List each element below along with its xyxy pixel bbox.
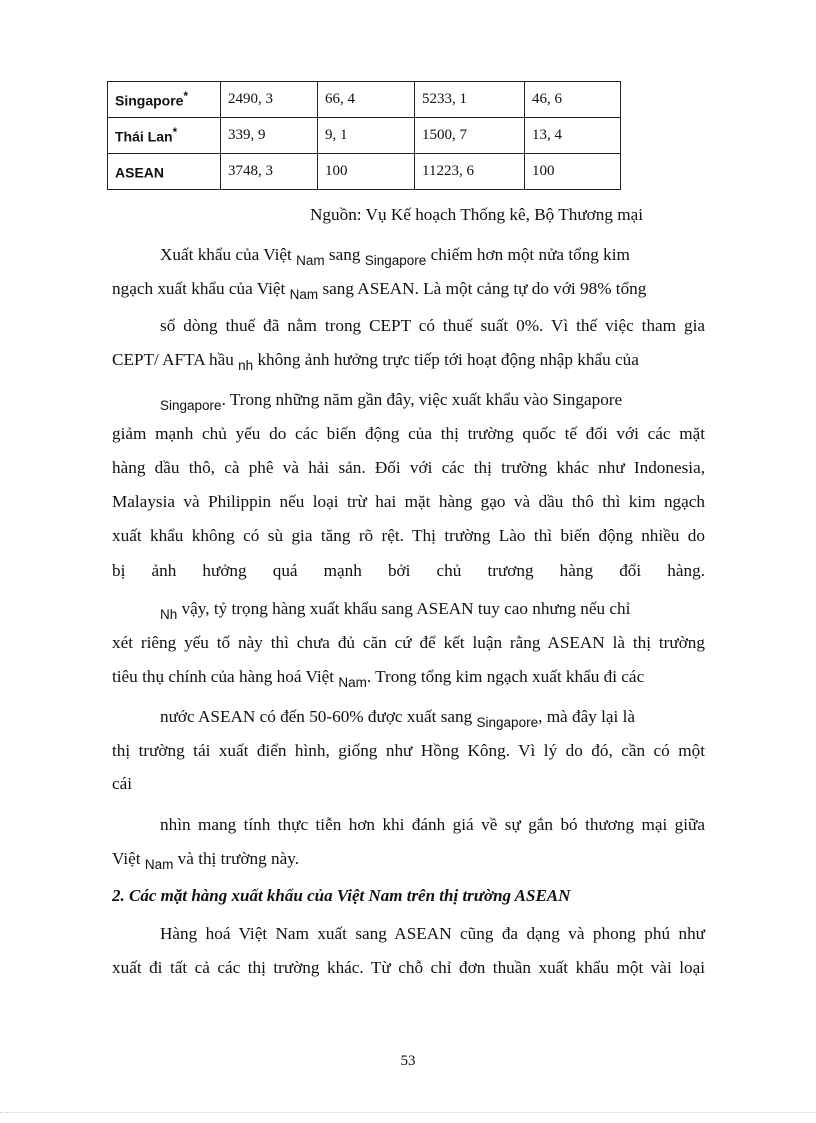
text-run: . Trong những năm gần đây, việc xuất khẩu vào Singapore — [221, 390, 623, 409]
table-cell: 3748, 3 — [221, 154, 318, 190]
text-run: Nh — [160, 607, 178, 622]
table-cell: 9, 1 — [318, 118, 415, 154]
text-run: , mà đây lại là — [538, 707, 635, 726]
table-cell — [108, 82, 221, 118]
table-row — [108, 118, 621, 154]
paragraph-line: bị ảnh hưởng quá mạnh bởi chủ trương hàng đổi hàng. — [112, 561, 705, 580]
table-cell: 5233, 1 — [415, 82, 525, 118]
table-row — [108, 154, 621, 190]
table-cell: 100 — [318, 154, 415, 190]
text-run: Singapore — [476, 715, 539, 730]
table-cell — [108, 154, 221, 190]
table-cell: 339, 9 — [221, 118, 318, 154]
table-cell: 1500, 7 — [415, 118, 525, 154]
table-cell — [108, 118, 221, 154]
paragraph-line — [112, 350, 639, 371]
paragraph-line — [160, 390, 622, 411]
page-number: 53 — [400, 1053, 416, 1069]
text-run: Nam — [289, 287, 319, 302]
text-run: Việt — [112, 849, 145, 868]
paragraph-line: cái — [112, 774, 133, 793]
text-run: sang ASEAN. Là một cảng tự do với 98% tổng — [318, 279, 647, 298]
paragraph-line: xét riêng yếu tố này thì chưa đủ căn cứ để kết luận rằng ASEAN là thị trường — [112, 633, 705, 652]
paragraph-line: Hàng hoá Việt Nam xuất sang ASEAN cũng đa dạng và phong phú như — [160, 924, 705, 943]
text-run: . Trong tổng kim ngạch xuất khẩu đi các — [366, 667, 645, 686]
table-cell: 46, 6 — [525, 82, 621, 118]
country-name: Singapore — [115, 92, 184, 109]
section-heading: 2. Các mặt hàng xuất khẩu của Việt Nam trên thị trường ASEAN — [112, 886, 571, 905]
text-run: không ảnh hưởng trực tiếp tới hoạt động nhập khẩu của — [253, 350, 639, 369]
text-run: Nam — [296, 253, 325, 268]
country-name: Thái Lan — [115, 128, 173, 145]
paragraph-line: Malaysia và Philippin nếu loại trừ hai mặt hàng gạo và dầu thô thì kim ngạch — [112, 492, 705, 511]
text-run: Nam — [144, 857, 174, 872]
paragraph-line: hàng dầu thô, cà phê và hải sản. Đối với các thị trường khác như Indonesia, — [112, 458, 705, 477]
text-run: và thị trường này. — [173, 849, 300, 868]
text-run: CEPT/ AFTA hầu — [112, 350, 239, 369]
paragraph-line: xuất khẩu không có sù gia tăng rõ rệt. Thị trường Lào thì biến động nhiều do — [112, 526, 705, 545]
paragraph-line — [112, 667, 644, 688]
paragraph-line — [160, 707, 635, 728]
text-run: Nam — [338, 675, 367, 690]
paragraph-line: nhìn mang tính thực tiễn hơn khi đánh giá về sự gắn bó thương mại giữa — [160, 815, 705, 834]
export-table — [107, 81, 621, 190]
paragraph-line: số dòng thuế đã nằm trong CEPT có thuế suất 0%. Vì thế việc tham gia — [160, 316, 705, 335]
page-divider — [0, 1112, 816, 1113]
text-run: tiêu thụ chính của hàng hoá Việt — [112, 667, 339, 686]
source-note: Nguồn: Vụ Kế hoạch Thống kê, Bộ Thương mại — [310, 205, 643, 224]
table-cell: 66, 4 — [318, 82, 415, 118]
text-run: Xuất khẩu của Việt — [160, 245, 297, 264]
table-cell: 2490, 3 — [221, 82, 318, 118]
paragraph-line: xuất đi tất cả các thị trường khác. Từ chỗ chỉ đơn thuần xuất khẩu một vài loại — [112, 958, 705, 977]
paragraph-line — [112, 849, 299, 870]
table-cell: 13, 4 — [525, 118, 621, 154]
table-cell: 11223, 6 — [415, 154, 525, 190]
table-row — [108, 82, 621, 118]
paragraph-line: giảm mạnh chủ yếu do các biến động của thị trường quốc tế đối với các mặt — [112, 424, 705, 443]
table-cell: 100 — [525, 154, 621, 190]
footnote-mark: * — [172, 126, 178, 140]
text-run: nước ASEAN có đến 50-60% được xuất sang — [160, 707, 477, 726]
text-run: vậy, tỷ trọng hàng xuất khẩu sang ASEAN tuy cao nhưng nếu chỉ — [177, 599, 631, 618]
text-run: ngạch xuất khẩu của Việt — [112, 279, 290, 298]
text-run: sang — [324, 245, 365, 264]
country-name: ASEAN — [115, 164, 165, 181]
paragraph-line — [112, 279, 646, 300]
paragraph-line: thị trường tái xuất điển hình, giống như Hồng Kông. Vì lý do đó, cần có một — [112, 741, 705, 760]
paragraph-line — [160, 599, 630, 620]
paragraph-line — [160, 245, 630, 266]
text-run: chiếm hơn một nửa tổng kim — [426, 245, 630, 264]
text-run: Singapore — [160, 398, 222, 413]
text-run: Singapore — [364, 253, 427, 268]
footnote-mark: * — [183, 90, 189, 104]
text-run: nh — [238, 358, 254, 373]
